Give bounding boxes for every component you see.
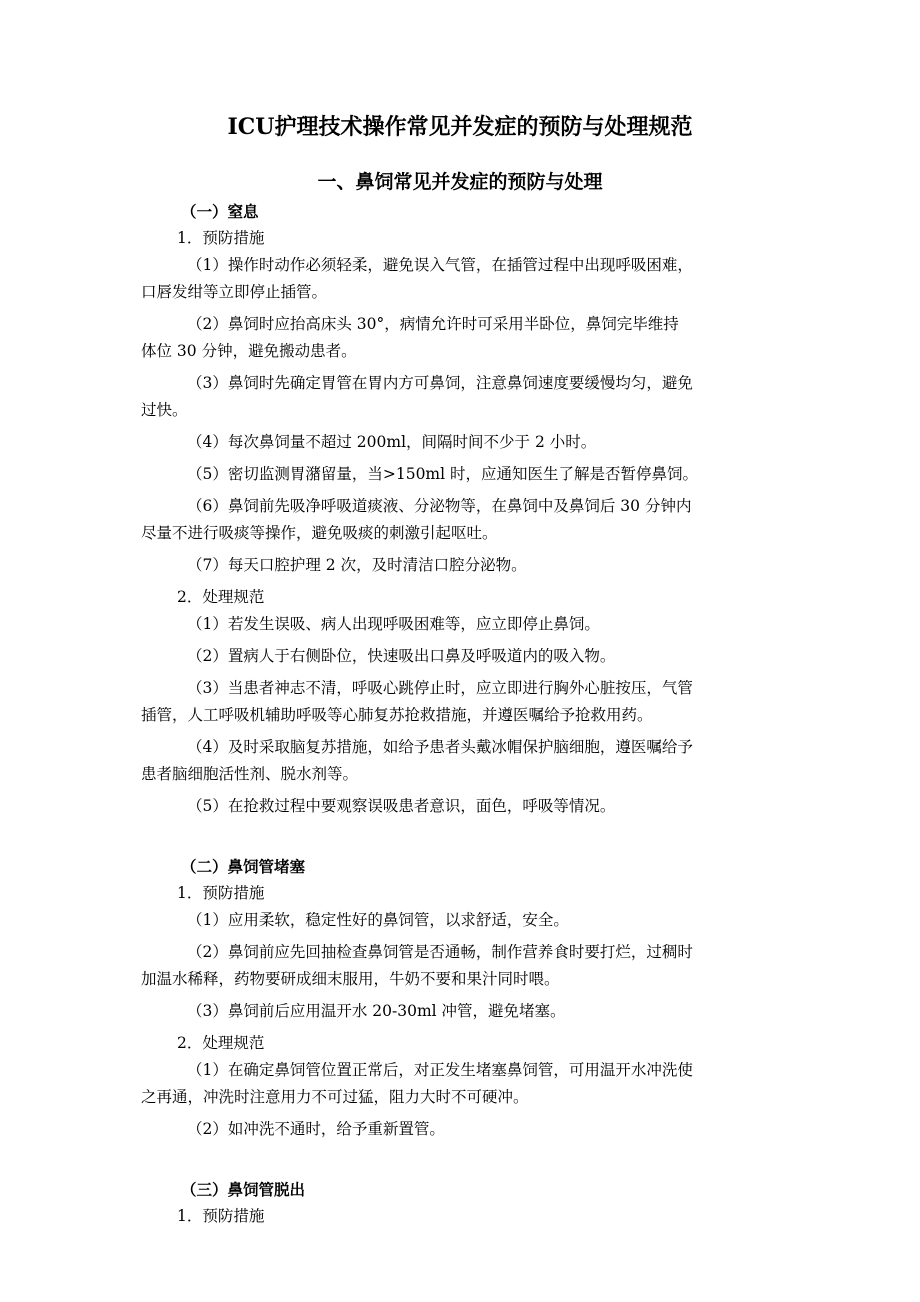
paragraph-continuation-line: 过快。 [141,401,188,419]
paragraph [141,793,781,825]
paragraph [141,611,781,643]
paragraph-first-line: （3）鼻饲时先确定胃管在胃内方可鼻饲，注意鼻饲速度要缓慢均匀，避免 [187,374,693,392]
paragraph-continuation-line: 体位 30 分钟，避免搬动患者。 [141,342,357,360]
paragraph-first-line: （2）鼻饲时应抬高床头 30°，病情允许时可采用半卧位，鼻饲完毕维持 [187,315,679,333]
section-title: 一、鼻饲常见并发症的预防与处理 [317,171,603,193]
paragraph [141,252,781,311]
paragraph-first-line: （1）在确定鼻饲管位置正常后，对正发生堵塞鼻饲管，可用温开水冲洗使 [187,1061,693,1079]
paragraph-first-line: （1）应用柔软，稳定性好的鼻饲管，以求舒适，安全。 [187,911,569,929]
paragraph-first-line: （7）每天口腔护理 2 次，及时清洁口腔分泌物。 [187,556,527,574]
part-heading: （一）窒息 [181,202,259,221]
paragraph [141,311,781,370]
paragraph-continuation-line: 口唇发绀等立即停止插管。 [141,283,328,301]
paragraph-continuation-line: 尽量不进行吸痰等操作，避免吸痰的刺激引起呕吐。 [141,524,498,542]
paragraph [141,461,781,493]
subheading: 2．处理规范 [177,588,265,606]
paragraph [141,675,781,734]
paragraph [141,1116,781,1148]
paragraph [141,734,781,793]
paragraph-list [141,611,781,825]
paragraph [141,1057,781,1116]
paragraph-first-line: （2）如冲洗不通时，给予重新置管。 [187,1120,445,1138]
paragraph [141,939,781,998]
paragraph [141,643,781,675]
paragraph-list [141,1057,781,1148]
paragraph [141,370,781,429]
paragraph-continuation-line: 加温水稀释，药物要研成细末服用，牛奶不要和果汁同时喂。 [141,970,560,988]
subheading: 2．处理规范 [177,1034,265,1052]
document-body [141,198,781,1230]
subheading: 1．预防措施 [177,884,265,902]
spacer [141,825,781,853]
paragraph-first-line: （4）及时采取脑复苏措施，如给予患者头戴冰帽保护脑细胞，遵医嘱给予 [187,738,693,756]
paragraph-first-line: （2）置病人于右侧卧位，快速吸出口鼻及呼吸道内的吸入物。 [187,647,616,665]
spacer [141,1148,781,1176]
paragraph-list [141,252,781,584]
paragraph-first-line: （3）鼻饲前后应用温开水 20-30ml 冲管，避免堵塞。 [187,1002,566,1020]
paragraph-continuation-line: 患者脑细胞活性剂、脱水剂等。 [141,765,359,783]
part-heading: （三）鼻饲管脱出 [181,1180,306,1199]
part-heading: （二）鼻饲管堵塞 [181,857,306,876]
document-title: ICU护理技术操作常见并发症的预防与处理规范 [227,114,693,140]
paragraph [141,552,781,584]
paragraph [141,493,781,552]
paragraph-first-line: （1）操作时动作必须轻柔，避免误入气管，在插管过程中出现呼吸困难， [187,256,693,274]
paragraph-first-line: （6）鼻饲前先吸净呼吸道痰液、分泌物等，在鼻饲中及鼻饲后 30 分钟内 [187,497,692,515]
paragraph-first-line: （4）每次鼻饲量不超过 200ml，间隔时间不少于 2 小时。 [187,433,597,451]
paragraph-first-line: （3）当患者神志不清，呼吸心跳停止时，应立即进行胸外心脏按压，气管 [187,679,693,697]
paragraph-first-line: （5）密切监测胃潴留量，当>150ml 时，应通知医生了解是否暂停鼻饲。 [187,465,699,483]
paragraph [141,429,781,461]
paragraph-list [141,907,781,1030]
subheading: 1．预防措施 [177,1207,265,1225]
paragraph [141,998,781,1030]
paragraph-continuation-line: 之再通，冲洗时注意用力不可过猛，阻力大时不可硬冲。 [141,1088,529,1106]
subheading: 1．预防措施 [177,229,265,247]
paragraph-first-line: （2）鼻饲前应先回抽检查鼻饲管是否通畅，制作营养食时要打烂，过稠时 [187,943,693,961]
paragraph-first-line: （1）若发生误吸、病人出现呼吸困难等，应立即停止鼻饲。 [187,615,600,633]
paragraph [141,907,781,939]
paragraph-first-line: （5）在抢救过程中要观察误吸患者意识，面色，呼吸等情况。 [187,797,616,815]
paragraph-continuation-line: 插管，人工呼吸机辅助呼吸等心肺复苏抢救措施，并遵医嘱给予抢救用药。 [141,706,653,724]
